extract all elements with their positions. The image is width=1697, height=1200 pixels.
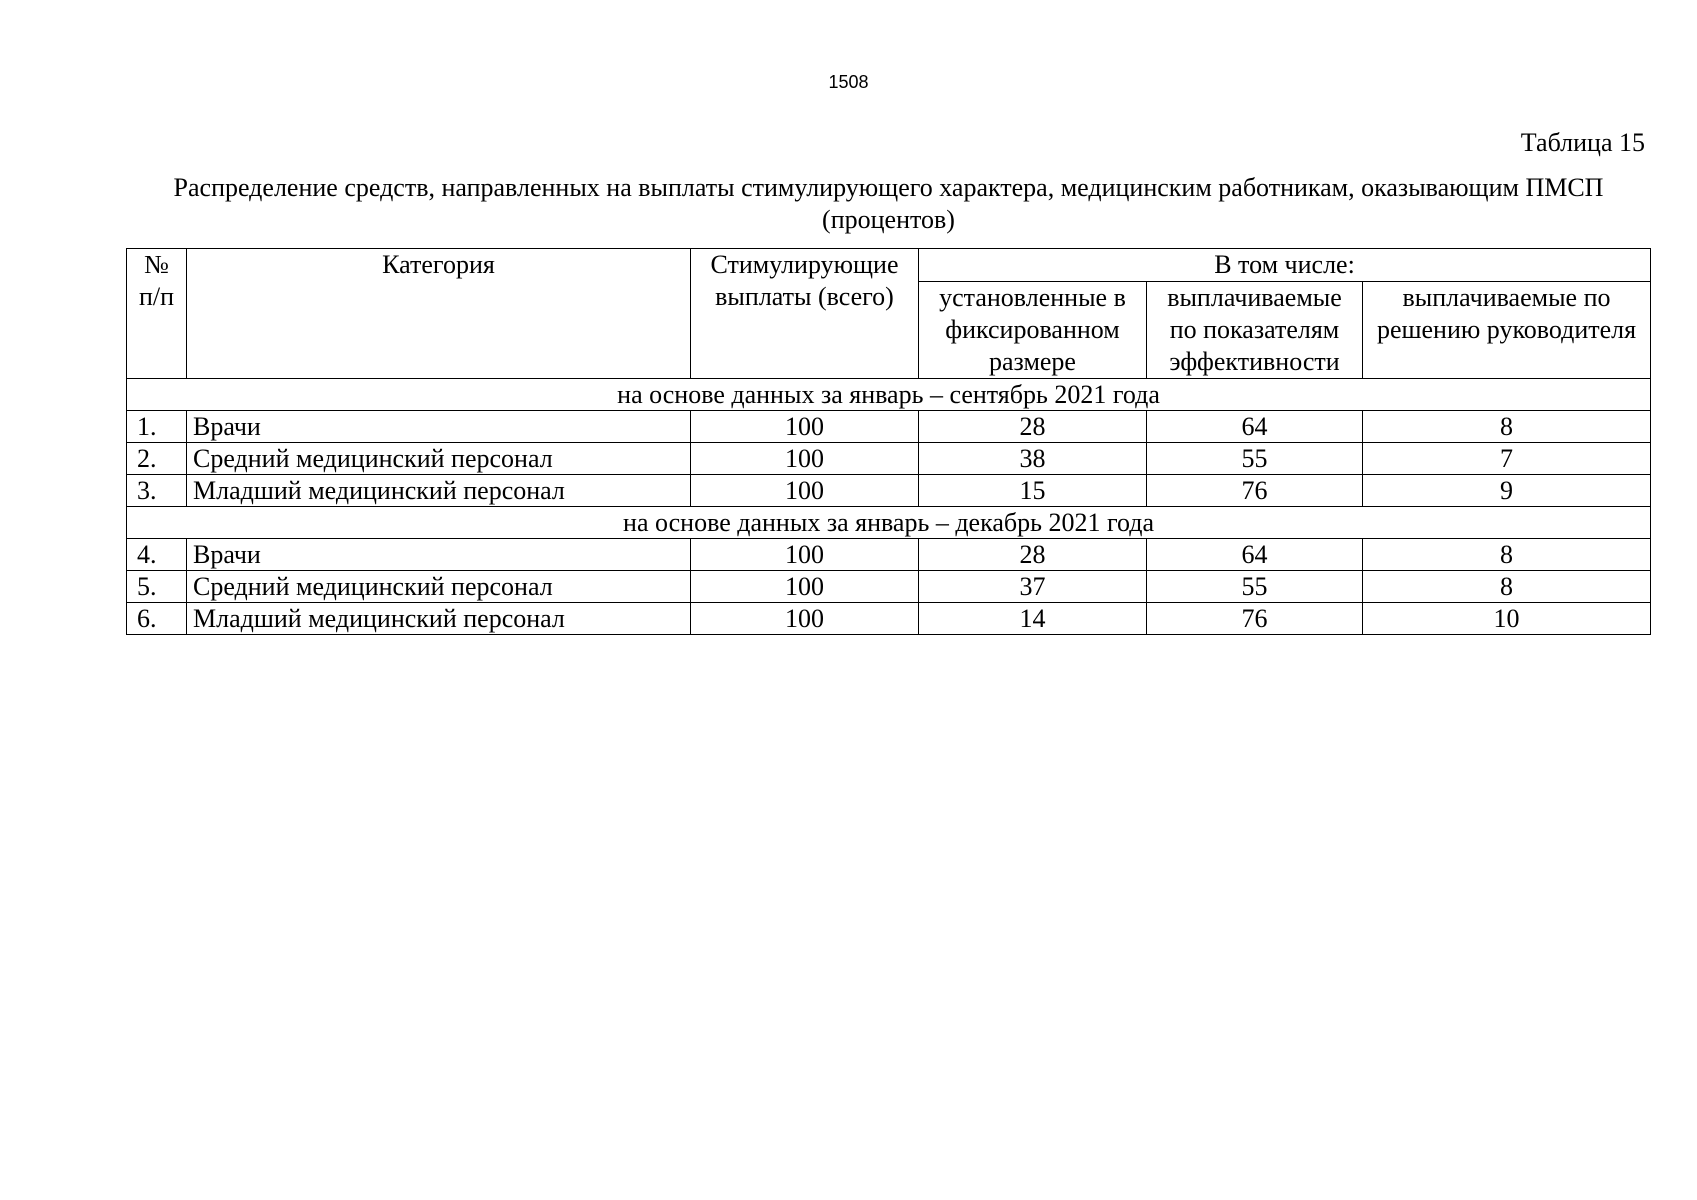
row-performance: 76 (1147, 475, 1363, 507)
row-fixed: 28 (919, 539, 1147, 571)
row-category: Средний медицинский персонал (187, 443, 691, 475)
section-row (127, 507, 1651, 539)
page-number: 1508 (828, 72, 869, 92)
row-fixed: 28 (919, 411, 1147, 443)
row-category: Средний медицинский персонал (187, 571, 691, 603)
table-label: Таблица 15 (1520, 128, 1645, 157)
table-row (127, 411, 1651, 443)
row-total: 100 (691, 411, 919, 443)
row-performance: 55 (1147, 571, 1363, 603)
table-row (127, 539, 1651, 571)
row-total: 100 (691, 571, 919, 603)
header-category: Категория (187, 249, 691, 379)
row-performance: 55 (1147, 443, 1363, 475)
distribution-table (126, 248, 1651, 635)
section-row (127, 379, 1651, 411)
row-total: 100 (691, 539, 919, 571)
row-num: 2. (127, 443, 187, 475)
row-num: 4. (127, 539, 187, 571)
row-fixed: 15 (919, 475, 1147, 507)
section-label: на основе данных за январь – декабрь 2021 года (127, 507, 1651, 539)
row-num: 6. (127, 603, 187, 635)
table-title: Распределение средств, направленных на выплаты стимулирующего характера, медицинским работникам, оказывающим ПМСП (процентов) (173, 173, 1604, 234)
row-num: 3. (127, 475, 187, 507)
table-row (127, 443, 1651, 475)
row-total: 100 (691, 475, 919, 507)
row-manager: 8 (1363, 411, 1651, 443)
header-num: № п/п (127, 249, 187, 379)
row-manager: 8 (1363, 571, 1651, 603)
header-including: В том числе: (919, 249, 1651, 282)
header-performance: выплачиваемые по показателям эффективности (1147, 282, 1363, 379)
row-num: 5. (127, 571, 187, 603)
table-row (127, 475, 1651, 507)
row-category: Врачи (187, 539, 691, 571)
row-manager: 7 (1363, 443, 1651, 475)
header-total: Стимулирующие выплаты (всего) (691, 249, 919, 379)
section-label: на основе данных за январь – сентябрь 2021 года (127, 379, 1651, 411)
row-category: Младший медицинский персонал (187, 603, 691, 635)
table-row (127, 571, 1651, 603)
row-performance: 64 (1147, 411, 1363, 443)
header-row-1 (127, 249, 1651, 282)
header-fixed: установленные в фиксированном размере (919, 282, 1147, 379)
row-manager: 8 (1363, 539, 1651, 571)
row-fixed: 38 (919, 443, 1147, 475)
row-performance: 76 (1147, 603, 1363, 635)
row-category: Младший медицинский персонал (187, 475, 691, 507)
row-total: 100 (691, 603, 919, 635)
header-manager: выплачиваемые по решению руководителя (1363, 282, 1651, 379)
row-manager: 10 (1363, 603, 1651, 635)
row-category: Врачи (187, 411, 691, 443)
row-fixed: 37 (919, 571, 1147, 603)
table-row (127, 603, 1651, 635)
row-num: 1. (127, 411, 187, 443)
row-manager: 9 (1363, 475, 1651, 507)
row-total: 100 (691, 443, 919, 475)
row-fixed: 14 (919, 603, 1147, 635)
row-performance: 64 (1147, 539, 1363, 571)
